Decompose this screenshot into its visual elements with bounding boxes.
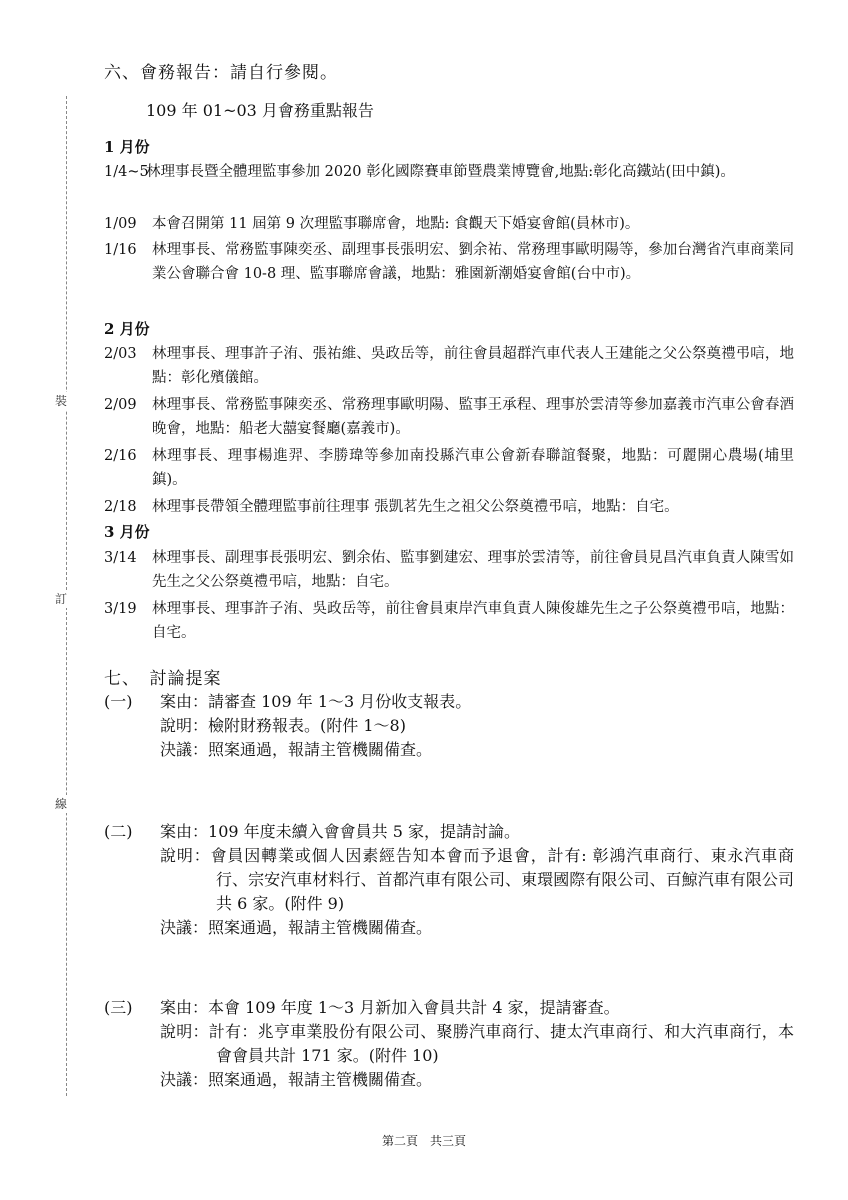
report-entry	[104, 238, 794, 286]
entry-text: 林理事長、常務監事陳奕丞、副理事長張明宏、劉余祐、常務理事歐明陽等，參加台灣省汽車商業同業公會聯合會 10-8 理、監事聯席會議，地點：雅園新潮婚宴會館(台中市)。	[152, 242, 794, 282]
motion-3	[104, 996, 794, 1092]
report-entry	[104, 495, 794, 519]
section-7-heading: 七、 討論提案	[104, 669, 222, 689]
entry-date: 2/03	[104, 346, 137, 362]
entry-text: 林理事長、理事楊進羿、李勝瑋等參加南投縣汽車公會新春聯誼餐聚，地點：可麗開心農場(埔里鎮)。	[152, 448, 794, 488]
motion-resolution	[160, 916, 794, 940]
month-heading-jan: 1 月份	[104, 138, 150, 156]
motion-number: (二)	[104, 822, 133, 841]
resolution-text: 照案通過，報請主管機關備查。	[208, 740, 433, 759]
explain-label: 說明：	[160, 846, 211, 865]
entry-text: 本會召開第 11 屆第 9 次理監事聯席會，地點: 食觀天下婚宴會館(員林市)。	[152, 216, 640, 232]
entry-text: 林理事長、副理事長張明宏、劉余佑、監事劉建宏、理事於雲清等，前往會員見昌汽車負責人陳雪如先生之父公祭奠禮弔唁，地點：自宅。	[152, 550, 794, 590]
entry-text: 林理事長、理事許子洧、吳政岳等，前往會員東岸汽車負責人陳俊雄先生之子公祭奠禮弔唁，地點：自宅。	[152, 601, 794, 641]
resolution-label: 決議：	[160, 918, 209, 937]
subject-text: 本會 109 年度 1～3 月新加入會員共計 4 家，提請審查。	[208, 998, 620, 1017]
entry-date: 1/16	[104, 242, 137, 258]
explain-text: 檢附財務報表。(附件 1～8)	[208, 716, 406, 735]
explain-text: 計有：兆亨車業股份有限公司、聚勝汽車商行、捷太汽車商行、和大汽車商行，本會會員共計 171 家。(附件 10)	[208, 1022, 794, 1065]
entry-date: 3/19	[104, 601, 137, 617]
entry-date: 2/18	[104, 499, 137, 515]
entry-date: 2/09	[104, 397, 137, 413]
motion-explanation	[160, 714, 794, 738]
subject-label: 案由：	[160, 692, 209, 711]
binding-mark-top: 裝	[55, 394, 68, 408]
subject-text: 請審查 109 年 1～3 月份收支報表。	[208, 692, 472, 711]
explain-label: 說明：	[160, 716, 209, 735]
entry-date: 3/14	[104, 550, 137, 566]
motion-subject	[160, 996, 794, 1020]
month-heading-mar: 3 月份	[104, 523, 150, 541]
motion-number: (三)	[104, 998, 133, 1017]
entry-date: 1/4~5	[104, 164, 149, 180]
subject-label: 案由：	[160, 998, 209, 1017]
entry-text: 林理事長、常務監事陳奕丞、常務理事歐明陽、監事王承程、理事於雲清等參加嘉義市汽車公會春酒晚會，地點：船老大囍宴餐廳(嘉義市)。	[152, 397, 794, 437]
explain-text: 會員因轉業或個人因素經告知本會而予退會，計有: 彰鴻汽車商行、東永汽車商行、宗安汽車材料行、首都汽車有限公司、東環國際有限公司、百鯨汽車有限公司共 6 家。(附件 9)	[210, 846, 794, 913]
explain-label: 說明：	[160, 1022, 209, 1041]
motion-subject	[160, 820, 794, 844]
resolution-label: 決議：	[160, 1070, 209, 1089]
section-6-heading: 六、會務報告：請自行參閱。	[104, 63, 338, 83]
resolution-text: 照案通過，報請主管機關備查。	[208, 918, 433, 937]
resolution-text: 照案通過，報請主管機關備查。	[208, 1070, 433, 1089]
month-heading-feb: 2 月份	[104, 320, 150, 338]
motion-1	[104, 690, 794, 762]
subject-label: 案由：	[160, 822, 209, 841]
motion-subject	[160, 690, 794, 714]
report-title: 109 年 01~03 月會務重點報告	[146, 101, 374, 120]
report-entry	[104, 546, 794, 594]
subject-text: 109 年度未續入會會員共 5 家，提請討論。	[208, 822, 520, 841]
report-entry	[104, 342, 794, 390]
report-entry	[104, 212, 794, 236]
report-entry	[104, 160, 794, 184]
report-entry	[104, 444, 794, 492]
report-entry	[104, 393, 794, 441]
entry-text: 林理事長帶領全體理監事前往理事 張凱茗先生之祖父公祭奠禮弔唁，地點：自宅。	[152, 499, 679, 515]
motion-number: (一)	[104, 692, 133, 711]
entry-text: 林理事長暨全體理監事參加 2020 彰化國際賽車節暨農業博覽會,地點:彰化高鐵站(田中鎮)。	[146, 164, 735, 180]
binding-mark-middle: 訂	[55, 592, 68, 606]
motion-explanation	[160, 1020, 794, 1068]
motion-resolution	[160, 738, 794, 762]
entry-text: 林理事長、理事許子洧、張祐維、吳政岳等，前往會員超群汽車代表人王建能之父公祭奠禮弔唁，地點：彰化殯儀館。	[152, 346, 794, 386]
entry-date: 1/09	[104, 216, 137, 232]
entry-date: 2/16	[104, 448, 137, 464]
motion-explanation	[160, 844, 794, 916]
binding-mark-bottom: 線	[55, 797, 68, 811]
motion-resolution	[160, 1068, 794, 1092]
report-entry	[104, 597, 794, 645]
page-number: 第二頁 共三頁	[381, 1134, 466, 1148]
resolution-label: 決議：	[160, 740, 209, 759]
motion-2	[104, 820, 794, 940]
